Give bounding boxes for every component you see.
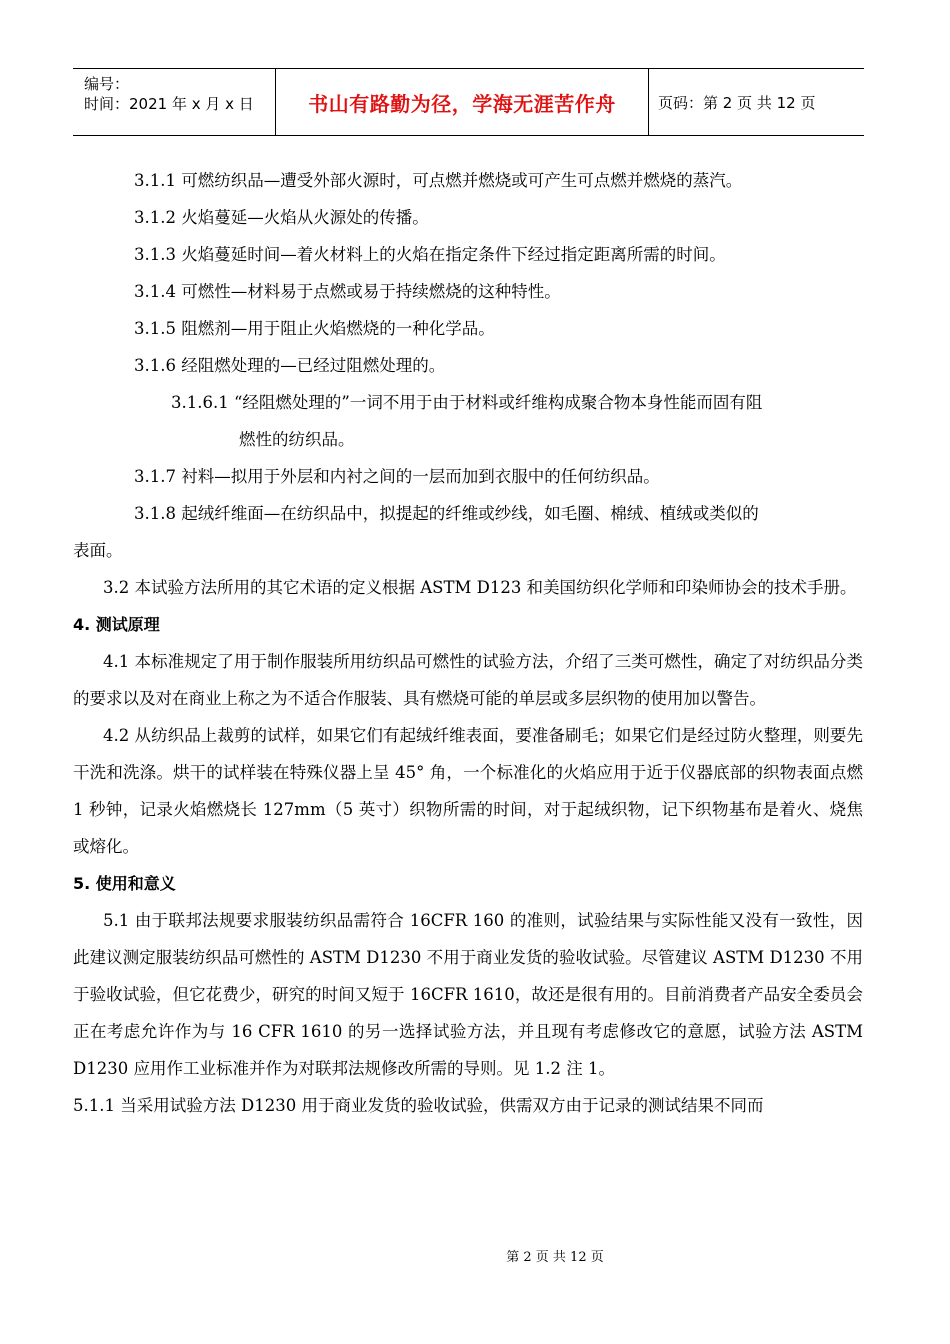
definition-3-1-7: 3.1.7 衬料—拟用于外层和内衬之间的一层而加到衣服中的任何纺织品。 [134,467,660,486]
definition-3-1-8-line2: 表面。 [73,541,123,560]
page-header [73,68,864,136]
definition-3-1-3: 3.1.3 火焰蔓延时间—着火材料上的火焰在指定条件下经过指定距离所需的时间。 [134,245,726,264]
definition-3-1-2: 3.1.2 火焰蔓延—火焰从火源处的传播。 [134,208,429,227]
definition-3-1-6-1-line2: 燃性的纺织品。 [239,430,355,449]
definition-3-1-5: 3.1.5 阻燃剂—用于阻止火焰燃烧的一种化学品。 [134,319,495,338]
header-meta-cell [73,69,276,135]
paragraph-5-1-1: 5.1.1 当采用试验方法 D1230 用于商业发货的验收试验，供需双方由于记录的测试结果不同而 [73,1096,764,1115]
section-heading-4: 4. 测试原理 [73,615,160,634]
definition-3-1-6-1-line1: 3.1.6.1 “经阻燃处理的”一词不用于由于材料或纤维构成聚合物本身性能而固有阻 [171,393,763,412]
definition-3-1-4: 3.1.4 可燃性—材料易于点燃或易于持续燃烧的这种特性。 [134,282,561,301]
paragraph-3-2: 3.2 本试验方法所用的其它术语的定义根据 ASTM D123 和美国纺织化学师和印染师协会的技术手册。 [103,578,857,597]
paragraph-4-2: 4.2 从纺织品上裁剪的试样，如果它们有起绒纤维表面，要准备刷毛；如果它们是经过防火整理，则要先干洗和洗涤。烘干的试样装在特殊仪器上呈 45° 角，一个标准化的火焰应用于近于仪器底部的织物表面点燃 1 秒钟，记录火焰燃烧长 127mm（5 英寸）织物所需的时间，对于起绒织物，记下织物基布是着火、烧焦或熔化。 [73,726,863,856]
page-footer: 第 2 页 共 12 页 [506,1250,604,1265]
header-motto: 书山有路勤为径，学海无涯苦作舟 [276,69,649,135]
definition-3-1-1: 3.1.1 可燃纺织品—遭受外部火源时，可点燃并燃烧或可产生可点燃并燃烧的蒸汽。 [134,171,743,190]
paragraph-5-1: 5.1 由于联邦法规要求服装纺织品需符合 16CFR 160 的准则，试验结果与实际性能又没有一致性，因此建议测定服装纺织品可燃性的 ASTM D1230 不用于商业发货的验收试验。尽管建议 ASTM D1230 不用于验收试验，但它花费少，研究的时间又短于 16CFR 1610，故还是很有用的。目前消费者产品安全委员会正在考虑允许作为与 16 CFR 1610 的另一选择试验方法，并且现有考虑修改它的意愿，试验方法 ASTM D1230 应用作工业标准并作为对联邦法规修改所需的导则。见 1.2 注 1。 [73,911,863,1078]
document-body [73,162,863,1124]
header-page-number: 页码：第 2 页 共 12 页 [658,93,816,112]
definition-3-1-8-line1: 3.1.8 起绒纤维面—在纺织品中，拟提起的纤维或纱线，如毛圈、棉绒、植绒或类似的 [134,504,759,523]
paragraph-4-1: 4.1 本标准规定了用于制作服装所用纺织品可燃性的试验方法，介绍了三类可燃性，确定了对纺织品分类的要求以及对在商业上称之为不适合作服装、具有燃烧可能的单层或多层织物的使用加以警告。 [73,652,863,708]
document-time-label: 时间：2021 年 x 月 x 日 [84,95,254,113]
section-heading-5: 5. 使用和意义 [73,874,176,893]
document-number-label: 编号： [84,75,130,93]
definition-3-1-6: 3.1.6 经阻燃处理的—已经过阻燃处理的。 [134,356,446,375]
